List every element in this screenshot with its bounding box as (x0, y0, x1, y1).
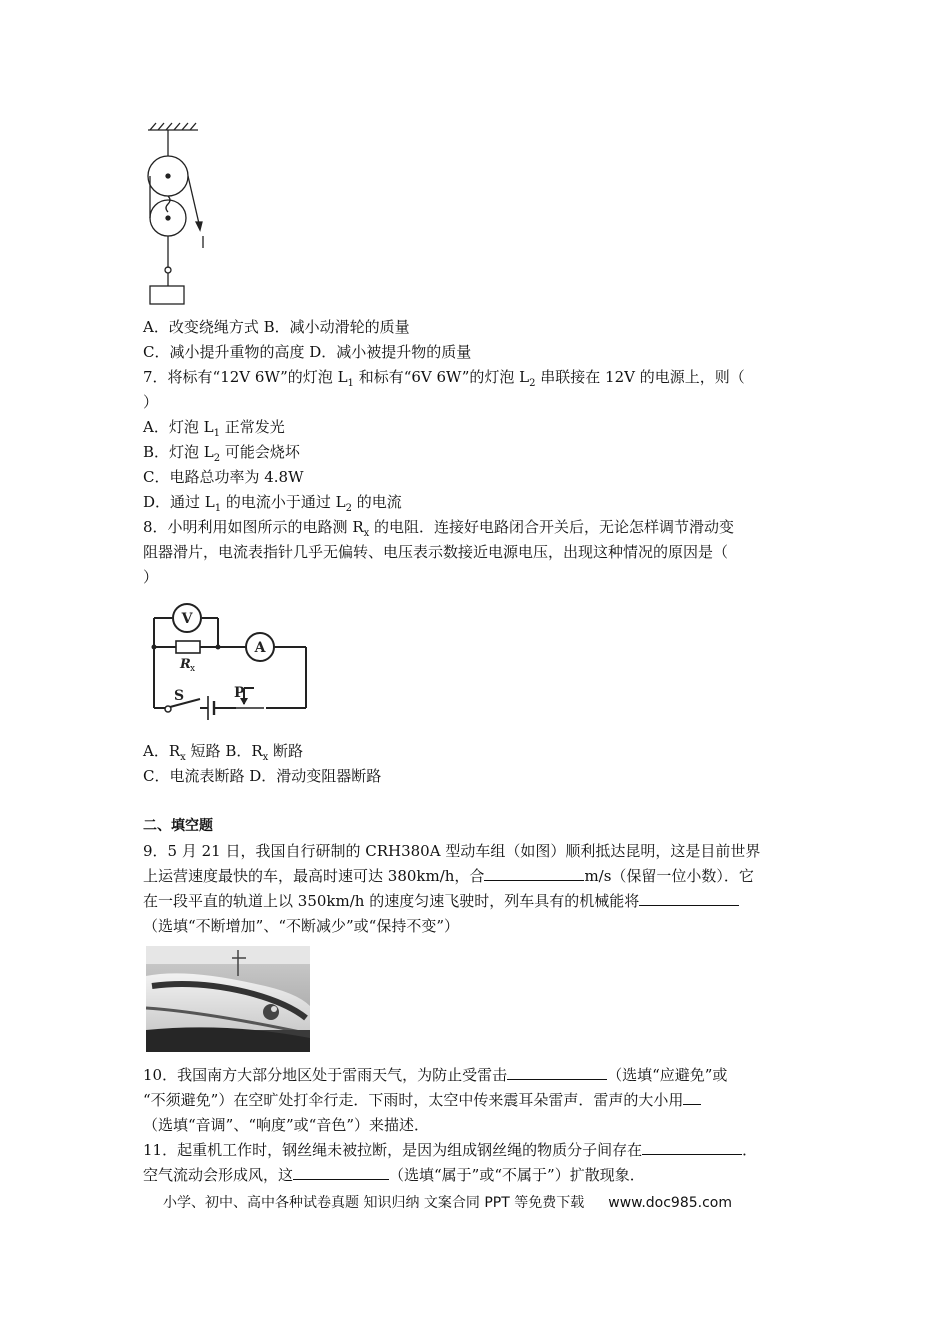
q7-option-c: C．电路总功率为 4.8W (143, 468, 304, 486)
q9-text: m/s（保留一位小数）．它 (584, 867, 754, 885)
q11-text: 空气流动会形成风，这 (143, 1166, 294, 1184)
q10-line-1 (143, 1065, 727, 1085)
ammeter-label: A (254, 640, 266, 656)
q11-text: ． (742, 1141, 758, 1159)
q11-line-2 (143, 1165, 645, 1185)
train-photo (146, 946, 310, 1052)
q7-stem-text: 7．将标有“12V 6W”的灯泡 L (143, 368, 348, 386)
q8-stem-line-2: 阻器滑片，电流表指针几乎无偏转、电压表示数接近电源电压，出现这种情况的原因是（ (143, 543, 729, 561)
q8-sub: x (363, 528, 370, 539)
q8-text: 8．小明利用如图所示的电路测 R (143, 518, 364, 536)
q7-option-a (143, 417, 285, 444)
option-sub: 2 (213, 453, 221, 464)
q11-text: （选填“属于”或“不属于”）扩散现象． (389, 1166, 645, 1184)
answer-blank[interactable] (293, 1165, 389, 1180)
q11-text: 11．起重机工作时，钢丝绳未被拉断，是因为组成钢丝绳的物质分子间存在 (143, 1141, 643, 1159)
q10-text: （选填“应避免”或 (607, 1066, 728, 1084)
q7-stem (143, 367, 745, 394)
option-text: 正常发光 (219, 418, 285, 436)
option-sub: 1 (213, 428, 220, 439)
q8-options-line-1 (143, 741, 303, 768)
q7-stem-text: 和标有“6V 6W”的灯泡 L (353, 368, 530, 386)
q6-options-line-1: A．改变绕绳方式 B．减小动滑轮的质量 (143, 318, 410, 336)
q10-line-2 (143, 1090, 701, 1110)
section-heading: 二、填空题 (143, 818, 213, 834)
slider-label: P (234, 685, 245, 701)
q10-line-3: （选填“音调”、“响度”或“音色”）来描述． (143, 1116, 430, 1134)
option-text: 的电流 (352, 493, 402, 511)
q7-sub: 2 (529, 378, 536, 389)
option-text: 的电流小于通过 L (221, 493, 346, 511)
q11-line-1 (143, 1140, 757, 1160)
q8-stem-line-3: ） (143, 568, 159, 586)
q8-text: 的电阻．连接好电路闭合开关后，无论怎样调节滑动变 (369, 518, 735, 536)
q9-line-3 (143, 891, 739, 911)
option-text: D．通过 L (143, 493, 215, 511)
option-sub: 1 (214, 503, 222, 514)
q7-option-b (143, 442, 300, 469)
voltmeter-label: V (181, 611, 193, 627)
option-text: A．灯泡 L (143, 418, 214, 436)
option-text: B．灯泡 L (143, 443, 214, 461)
footer-text: 小学、初中、高中各种试卷真题 知识归纳 文案合同 PPT 等免费下载 (163, 1195, 585, 1211)
option-text: 短路 B．R (185, 742, 263, 760)
pulley-figure (140, 118, 210, 308)
switch-label: S (174, 688, 185, 704)
q10-text: 10．我国南方大部分地区处于雷雨天气，为防止受雷击 (143, 1066, 508, 1084)
q9-line-4: （选填“不断增加”、“不断减少”或“保持不变”） (143, 917, 460, 935)
page-footer (163, 1192, 732, 1212)
footer-link[interactable]: www.doc985.com (608, 1195, 732, 1211)
q7-stem-text: 串联接在 12V 的电源上，则（ (535, 368, 745, 386)
resistor-label: R (180, 657, 191, 672)
q9-line-2 (143, 866, 754, 886)
circuit-diagram (140, 600, 315, 725)
option-sub: x (262, 752, 269, 763)
option-sub: x (180, 752, 186, 763)
option-text: 可能会烧坏 (220, 443, 300, 461)
option-sub: 2 (345, 503, 353, 514)
q8-stem-line-1 (143, 517, 734, 544)
answer-blank[interactable] (484, 866, 584, 881)
answer-blank[interactable] (683, 1090, 701, 1105)
q7-sub: 1 (347, 378, 354, 389)
answer-blank[interactable] (639, 891, 739, 906)
resistor-subscript: x (190, 664, 196, 674)
q9-text: 上运营速度最快的车，最高时速可达 380km/h，合 (143, 867, 485, 885)
q6-options-line-2: C．减小提升重物的高度 D．减小被提升物的质量 (143, 343, 472, 361)
q7-option-d (143, 492, 402, 519)
q10-text: “不须避免”）在空旷处打伞行走．下雨时，太空中传来震耳朵雷声．雷声的大小用 (143, 1091, 684, 1109)
q8-options-line-2: C．电流表断路 D．滑动变阻器断路 (143, 767, 382, 785)
answer-blank[interactable] (507, 1065, 607, 1080)
q7-stem-end: ） (143, 393, 159, 411)
answer-blank[interactable] (642, 1140, 742, 1155)
q9-line-1: 9．5 月 21 日，我国自行研制的 CRH380A 型动车组（如图）顺利抵达昆明，这是目前世界 (143, 842, 761, 860)
option-text: 断路 (268, 742, 304, 760)
option-text: A．R (143, 742, 181, 760)
q9-text: 在一段平直的轨道上以 350km/h 的速度匀速飞驶时，列车具有的机械能将 (143, 892, 640, 910)
